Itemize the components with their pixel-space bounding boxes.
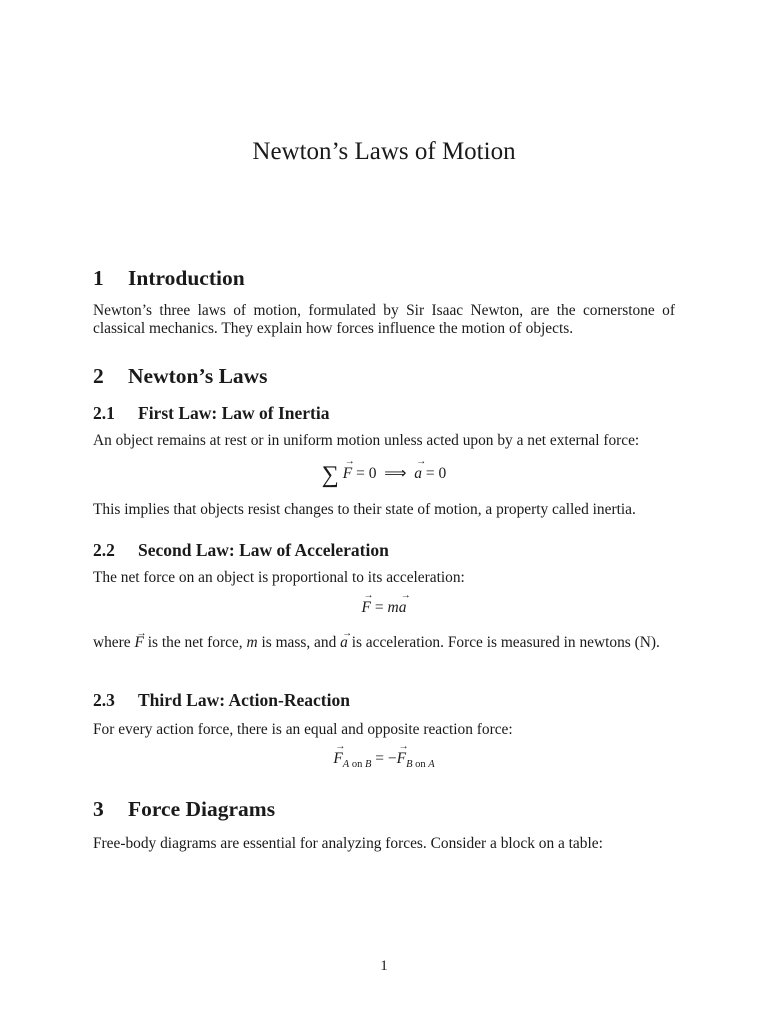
- third-law-paragraph: For every action force, there is an equal and opposite reaction force:: [93, 721, 513, 738]
- subsection-number: 2.2: [93, 540, 115, 560]
- subsection-heading-third-law: [93, 690, 350, 711]
- third-law-equation: → $F_{A on B}$ = −→ $F_{B on A}$: [0, 750, 768, 770]
- section-heading-force-diagrams: [93, 797, 275, 822]
- first-law-paragraph: An object remains at rest or in uniform motion unless acted upon by a net external force:: [93, 432, 640, 449]
- subsection-title: Third Law: Action-Reaction: [138, 690, 350, 710]
- subsection-title: Second Law: Law of Acceleration: [138, 540, 389, 560]
- section-number: 1: [93, 266, 104, 290]
- page-number: 1: [380, 958, 388, 974]
- second-law-explanation: where → F is the net force, m is mass, and → a is acceleration. Force is measured in newtons (N).: [93, 634, 675, 652]
- section-title: Newton’s Laws: [128, 364, 268, 388]
- section-title: Force Diagrams: [128, 797, 276, 821]
- subsection-title: First Law: Law of Inertia: [138, 403, 330, 423]
- section-number: 3: [93, 797, 104, 821]
- subsection-number: 2.1: [93, 403, 115, 423]
- explanation-part-2: is mass, and: [261, 634, 337, 651]
- first-law-explanation: This implies that objects resist changes to their state of motion, a property called inertia.: [93, 501, 636, 518]
- section-heading-newtons-laws: [93, 364, 268, 389]
- section-heading-introduction: [93, 266, 245, 291]
- force-diagrams-paragraph: Free-body diagrams are essential for analyzing forces. Consider a block on a table:: [93, 835, 603, 852]
- subsection-heading-first-law: [93, 403, 330, 424]
- document-title: Newton’s Laws of Motion: [252, 138, 516, 165]
- section-title: Introduction: [128, 266, 245, 290]
- explanation-prefix: where: [93, 634, 131, 651]
- second-law-equation: → F = m→ a: [0, 599, 768, 617]
- subsection-heading-second-law: [93, 540, 389, 561]
- subsection-number: 2.3: [93, 690, 115, 710]
- second-law-paragraph: The net force on an object is proportional to its acceleration:: [93, 569, 465, 586]
- first-law-equation: ∑ → F = 0 ⟹ → a = 0: [0, 462, 768, 489]
- explanation-part-1: is the net force,: [147, 634, 243, 651]
- explanation-part-3: is acceleration. Force is measured in newtons (N).: [351, 634, 660, 651]
- section-number: 2: [93, 364, 104, 388]
- introduction-paragraph: Newton’s three laws of motion, formulated by Sir Isaac Newton, are the cornerstone of classical mechanics. They explain how forces influence the motion of objects.: [93, 302, 675, 337]
